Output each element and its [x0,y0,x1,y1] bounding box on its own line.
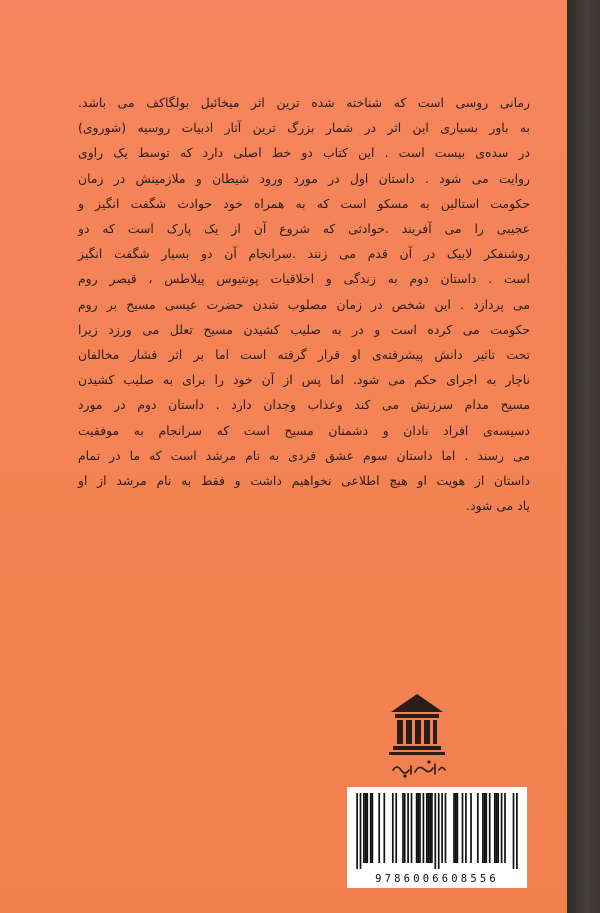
barcode-bar [428,793,430,863]
barcode-bar [494,793,496,863]
barcode-bar [360,793,362,869]
barcode-bar [434,793,436,869]
barcode-bar [417,793,419,863]
barcode-bar [455,793,457,863]
barcode-bar [366,793,368,863]
synopsis-line: به باور بسیاری این اثر در شمار بزرگ ترین آثار ادبیات روسیه (شوروی) [78,120,530,136]
barcode-bar [484,793,486,863]
synopsis-line: حکومت می کرده است و در به صلیب کشیدن مسیح تعلل می ورزد زیرا [78,321,530,337]
barcode-bar [516,793,518,869]
barcode-bar [370,793,372,863]
barcode-bar [497,793,499,863]
barcode-bar [378,793,380,863]
barcode-bar [462,793,464,863]
synopsis-line: دسیسه‌ی افراد نادان و دشمنان مسیح است که سرانجام به موفقیت [78,422,530,438]
synopsis-line: می پردازد . این شخص در زمان مصلوب شدن حضرت عیسی مسیح بر روم [78,296,530,312]
synopsis-line: می رسند . اما داستان سوم عشق فردی به نام مرشد است که ما در تمام [78,447,530,463]
synopsis-line: است . داستان دوم به زندگی و اخلاقیات پونتیوس پیلاطس ، قیصر روم [78,271,530,287]
barcode-bar [365,793,367,863]
barcode-bar [501,793,503,863]
barcode-bar [426,793,428,863]
synopsis-line: رمانی روسی است که شناخته شده ترین اثر میخائیل بولگاکف می باشد. [78,95,530,110]
synopsis-line: عجیبی را می آفریند .حوادثی که شروع آن از یک پارک است که دو [78,221,530,237]
barcode-bar [416,793,418,863]
barcode-bar [441,793,443,863]
synopsis-line: مسیح مدام سرزنش می کند وعذاب وجدان دارد . داستان دوم در مورد [78,397,530,413]
synopsis-line: در سده‌ی بیست است . این کتاب دو خط اصلی دارد که توسط یک راوی [78,145,530,161]
barcode-bar [363,793,365,863]
barcode-bar [356,793,358,869]
barcode-bar [404,793,406,863]
barcode-bar [392,793,394,863]
barcode-bar [395,793,397,863]
synopsis-line: حکومت استالین به مسکو است که به همراه خود حوادث شگفت انگیز و [78,195,530,211]
synopsis-line: روشنفکر لاییک در آن قدم می زنند .سرانجام آن دو بسیار شگفت انگیز [78,246,530,262]
isbn-number: 9786006608556 [375,873,499,885]
synopsis-line: داستان از هویت او هیچ اطلاعی نخواهیم داشت و فقط به نام مرشد از او [78,473,530,489]
barcode-bar [445,793,447,863]
barcode-icon [347,787,527,873]
barcode-bar [485,793,487,863]
synopsis-line: ناچار به اجرای حکم می شود. اما پس از آن خود را برای به صلیب کشیدن [78,372,530,388]
barcode-bar [383,793,385,863]
barcode-bar [457,793,459,863]
barcode-bar [465,793,467,863]
barcode-bar [453,793,455,863]
barcode-bar [372,793,374,863]
barcode-bar [438,793,440,869]
barcode-bar [429,793,431,863]
barcode-bar [513,793,515,869]
isbn-barcode [347,787,527,888]
barcode-bar [423,793,425,863]
barcode-bar [504,793,506,863]
barcode-bar [482,793,484,863]
barcode-bar [470,793,472,863]
synopsis-line: یاد می شود. [466,498,530,514]
synopsis-text [78,90,530,518]
barcode-bar [489,793,491,863]
barcode-bar [407,793,409,863]
barcode-bar [411,793,413,863]
barcode-bar [419,793,421,863]
barcode-bar [402,793,404,863]
synopsis-line: روایت می شود . داستان اول در مورد ورود شیطان و ملازمینش در زمان [78,170,530,186]
spine-edge [567,0,600,913]
synopsis-line: تحت تاثیر دانش پیشرفته‌ی او قرار گرفته است اما بر اثر فشار مخالفان [78,347,530,363]
barcode-bar [431,793,433,863]
publisher-logo-icon [385,690,449,782]
barcode-bar [496,793,498,863]
barcode-bar [477,793,479,863]
